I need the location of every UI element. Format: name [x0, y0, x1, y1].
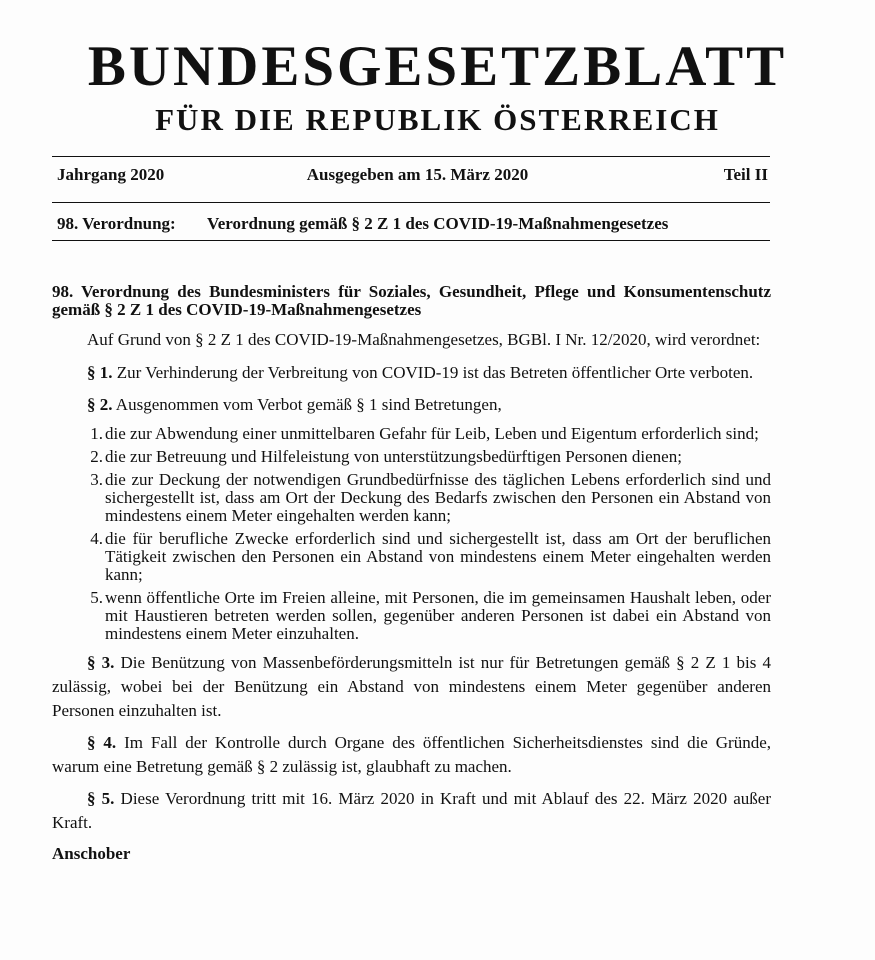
section-1 [52, 361, 771, 385]
section-5-text: Diese Verordnung tritt mit 16. März 2020 in Kraft und mit Ablauf des 22. März 2020 außer Kraft. [52, 789, 772, 832]
signature: Anschober [52, 844, 131, 863]
header-rule-top [52, 156, 770, 157]
issue-part: Teil II [723, 165, 768, 184]
issue-year: Jahrgang 2020 [57, 165, 165, 184]
list-item-text: die zur Abwendung einer unmittelbaren Gefahr für Leib, Leben und Eigentum erforderlich sind; [105, 424, 759, 443]
list-item [52, 471, 771, 525]
section-4 [52, 731, 771, 779]
list-item-text: wenn öffentliche Orte im Freien alleine, mit Personen, die im gemeinsamen Haushalt leben, oder mit Haustieren betreten werden sollen, gegenüber anderen Personen ist dabei ein Abstand von mindestens einem Meter einzuhalten. [105, 588, 771, 643]
list-item-number: 3. [90, 470, 103, 489]
section-1-text: Zur Verhinderung der Verbreitung von COVID-19 ist das Betreten öffentlicher Orte verboten. [112, 363, 754, 382]
section-5 [52, 787, 771, 835]
section-4-text: Im Fall der Kontrolle durch Organe des öffentlichen Sicherheitsdienstes sind die Gründe, warum eine Betretung gemäß § 2 zulässig ist, glaubhaft zu machen. [52, 733, 772, 776]
ordinance-heading: 98. Verordnung des Bundesministers für Soziales, Gesundheit, Pflege und Konsumentenschutz gemäß § 2 Z 1 des COVID-19-Maßnahmengesetzes [52, 282, 771, 319]
section-3-text: Die Benützung von Massenbeförderungsmitteln ist nur für Betretungen gemäß § 2 Z 1 bis 4 zulässig, wobei bei der Benützung ein Abstand von mindestens einem Meter gegenüber anderen Personen einzuhalten ist. [52, 653, 772, 720]
section-2-text: Ausgenommen vom Verbot gemäß § 1 sind Betretungen, [112, 395, 502, 414]
list-item-text: die für berufliche Zwecke erforderlich sind und sichergestellt ist, dass am Ort der beruflichen Tätigkeit zwischen den Personen ein Abstand von mindestens einem Meter eingehalten werden kann; [105, 529, 771, 584]
contents-line [57, 213, 768, 235]
list-item [52, 589, 771, 643]
list-item-number: 5. [90, 588, 103, 607]
list-item-number: 4. [90, 529, 103, 548]
exemption-list [52, 425, 771, 643]
preamble: Auf Grund von § 2 Z 1 des COVID-19-Maßnahmengesetzes, BGBl. I Nr. 12/2020, wird verordnet: [87, 330, 761, 349]
section-2 [52, 393, 771, 417]
masthead-subtitle: FÜR DIE REPUBLIK ÖSTERREICH [155, 102, 720, 137]
contents-number: 98. Verordnung: [57, 214, 176, 233]
section-1-label: § 1. [87, 363, 113, 382]
ordinance-body [52, 283, 771, 863]
list-item [52, 425, 771, 443]
list-item-text: die zur Betreuung und Hilfeleistung von unterstützungsbedürftigen Personen dienen; [105, 447, 682, 466]
list-item-number: 1. [90, 424, 103, 443]
section-5-label: § 5. [87, 789, 115, 808]
list-item [52, 530, 771, 584]
section-4-label: § 4. [87, 733, 117, 752]
header-rule-bottom [52, 240, 770, 241]
section-2-label: § 2. [87, 395, 113, 414]
contents-title: Verordnung gemäß § 2 Z 1 des COVID-19-Maßnahmengesetzes [207, 214, 669, 233]
list-item-text: die zur Deckung der notwendigen Grundbedürfnisse des täglichen Lebens erforderlich sind und sichergestellt ist, dass am Ort der Deckung des Bedarfs zwischen den Personen ein Abstand von mindestens einem Meter eingehalten werden kann; [105, 470, 771, 525]
list-item [52, 448, 771, 466]
section-3 [52, 651, 771, 723]
issue-info-row [57, 163, 768, 187]
section-3-label: § 3. [87, 653, 115, 672]
list-item-number: 2. [90, 447, 103, 466]
masthead-title: BUNDESGESETZBLATT [87, 35, 788, 98]
issue-date: Ausgegeben am 15. März 2020 [306, 165, 529, 184]
header-rule-middle [52, 202, 770, 203]
